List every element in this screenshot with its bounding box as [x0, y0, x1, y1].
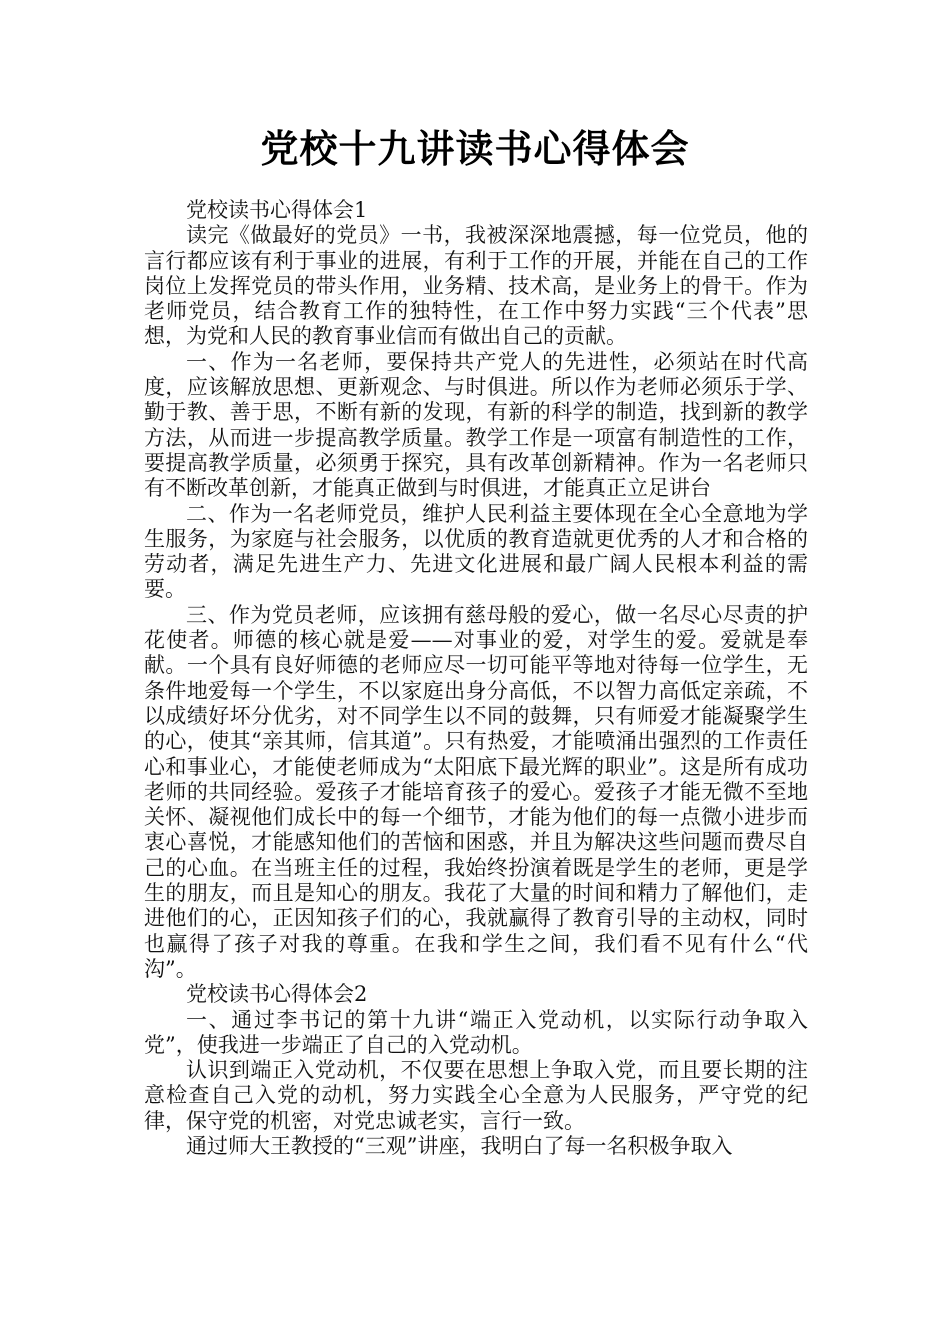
- paragraph-point-3: 三、作为党员老师，应该拥有慈母般的爱心，做一名尽心尽责的护花使者。师德的核心就是爱——对事业的爱，对学生的爱。爱就是奉献。一个具有良好师德的老师应尽一切可能平等地对待每一位学生，无条件地爱每一个学生，不以家庭出身分高低，不以智力高低定亲疏，不以成绩好坏分优劣，对不同学生以不同的鼓舞，只有师爱才能凝聚学生的心，使其“亲其师，信其道”。只有热爱，才能喷涌出强烈的工作责任心和事业心，才能使老师成为“太阳底下最光辉的职业”。这是所有成功老师的共同经验。爱孩子才能培育孩子的爱心。爱孩子才能无微不至地关怀、凝视他们成长中的每一个细节，才能为他们的每一点微小进步而衷心喜悦，才能感知他们的苦恼和困惑，并且为解决这些问题而费尽自己的心血。在当班主任的过程，我始终扮演着既是学生的老师，更是学生的朋友，而且是知心的朋友。我花了大量的时间和精力了解他们，走进他们的心，正因知孩子们的心，我就赢得了教育引导的主动权，同时也赢得了孩子对我的尊重。在我和学生之间，我们看不见有什么“代沟”。: [144, 602, 808, 981]
- paragraph-point-1: 一、作为一名老师，要保持共产党人的先进性，必须站在时代高度，应该解放思想、更新观念、与时俱进。所以作为老师必须乐于学、勤于教、善于思，不断有新的发现，有新的科学的制造，找到新的教学方法，从而进一步提高教学质量。教学工作是一项富有制造性的工作，要提高教学质量，必须勇于探究，具有改革创新精神。作为一名老师只有不断改革创新，才能真正做到与时俱进，才能真正立足讲台: [144, 349, 808, 501]
- paragraph-s2-detail: 认识到端正入党动机，不仅要在思想上争取入党，而且要长期的注意检查自己入党的动机，努力实践全心全意为人民服务，严守党的纪律，保守党的机密，对党忠诚老实，言行一致。: [144, 1058, 808, 1133]
- paragraph-s2-point-1: 一、通过李书记的第十九讲“端正入党动机，以实际行动争取入党”，使我进一步端正了自己的入党动机。: [144, 1007, 808, 1057]
- document-body: [144, 198, 808, 1159]
- paragraph-point-2: 二、作为一名老师党员，维护人民利益主要体现在全心全意地为学生服务，为家庭与社会服务，以优质的教育造就更优秀的人才和合格的劳动者，满足先进生产力、先进文化进展和最广阔人民根本利益的需要。: [144, 501, 808, 602]
- section-heading-2: 党校读书心得体会2: [186, 982, 368, 1007]
- paragraph-intro: 读完《做最好的党员》一书，我被深深地震撼，每一位党员，他的言行都应该有利于事业的进展，有利于工作的开展，并能在自己的工作岗位上发挥党员的带头作用，业务精、技术高，是业务上的骨干。作为老师党员，结合教育工作的独特性，在工作中努力实践“三个代表”思想，为党和人民的教育事业信而有做出自己的贡献。: [144, 223, 808, 349]
- section-heading-1: 党校读书心得体会1: [186, 198, 368, 222]
- paragraph-s2-continued: 通过师大王教授的“三观”讲座，我明白了每一名积极争取入: [186, 1133, 733, 1158]
- page-title: 党校十九讲读书心得体会: [260, 126, 690, 171]
